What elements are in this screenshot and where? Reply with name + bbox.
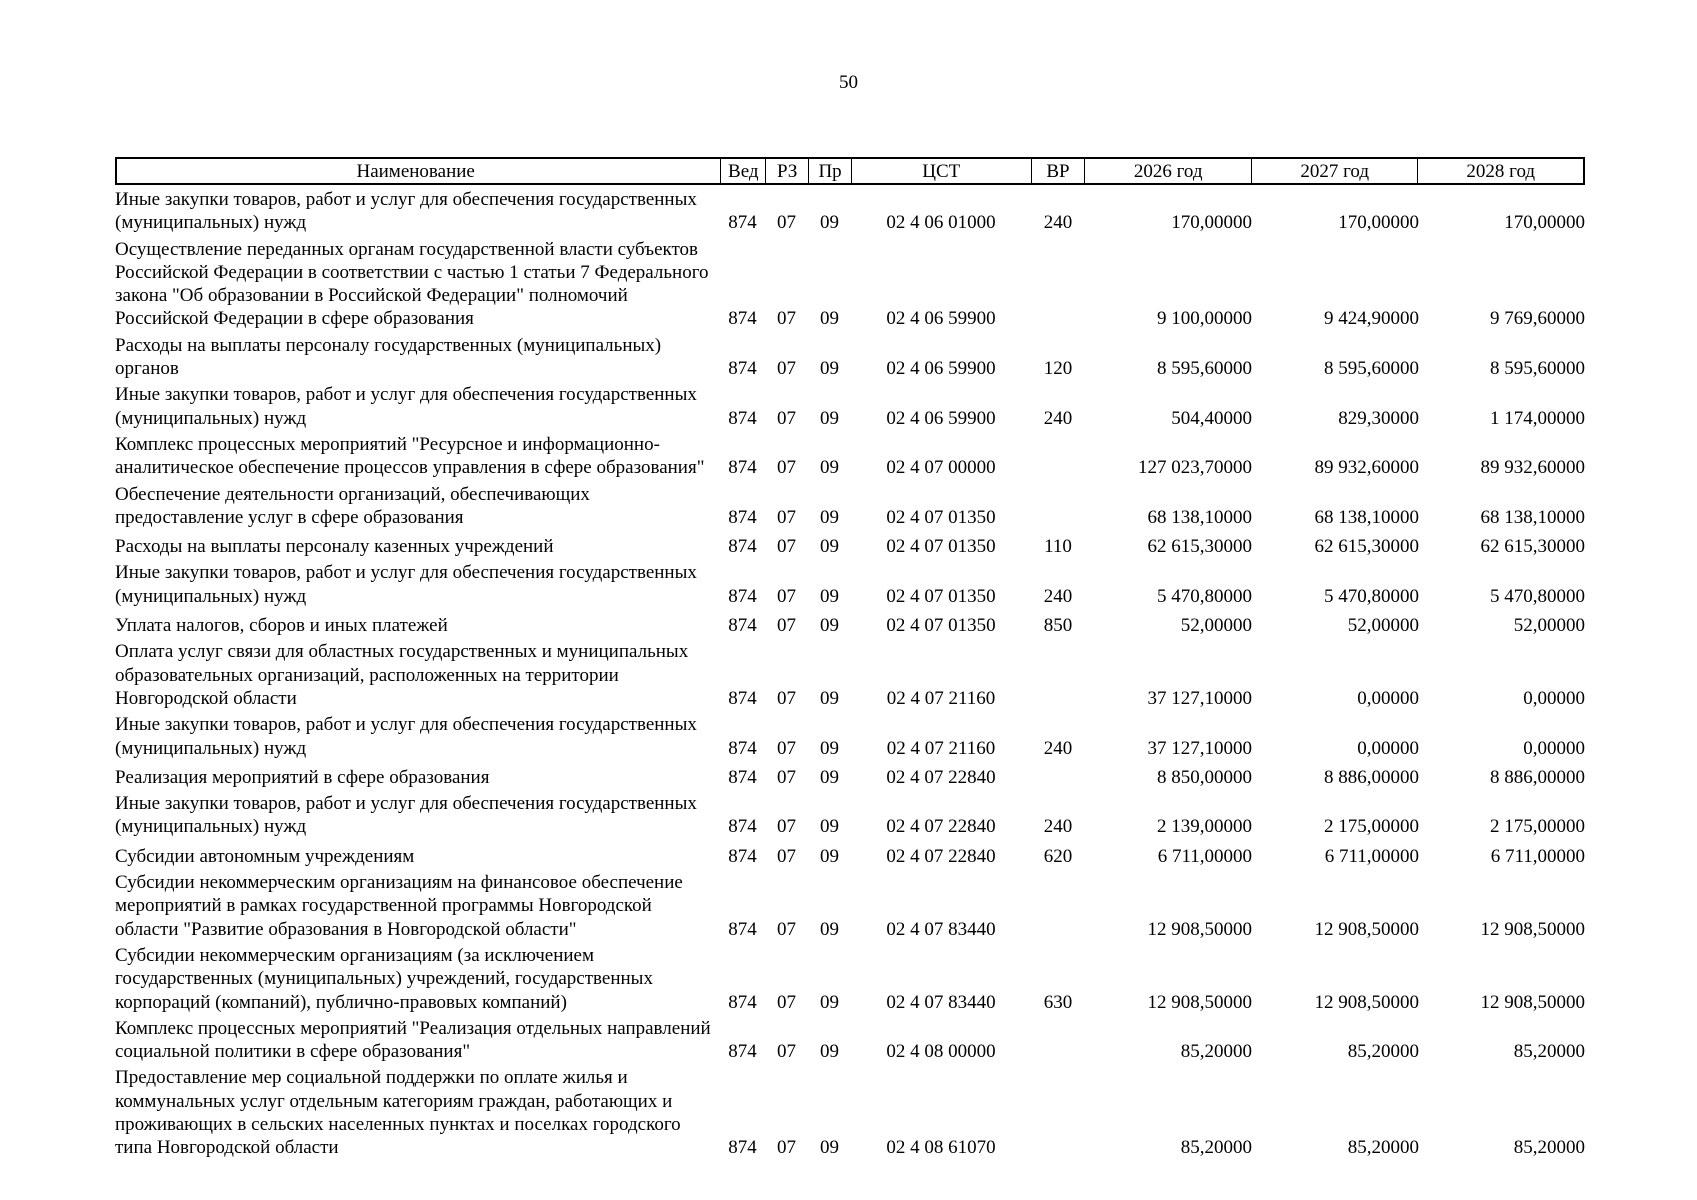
row-cst: 02 4 07 22840	[886, 766, 996, 788]
row-name: Предоставление мер социальной поддержки по оплате жилья и коммунальных услуг отдельным категориям граждан, работающих и проживающих в сельских населенных пунктах и поселках городского типа Новгородской области	[115, 1067, 681, 1159]
row-2026: 6 711,00000	[1157, 845, 1252, 867]
row-ved: 874	[728, 308, 757, 330]
row-2026: 127 023,70000	[1138, 457, 1252, 479]
row-rz: 07	[777, 918, 796, 940]
row-name: Реализация мероприятий в сфере образования	[115, 766, 490, 788]
row-ved: 874	[728, 407, 757, 429]
table-row	[115, 792, 1585, 839]
table-row	[115, 766, 1585, 789]
row-2026: 85,20000	[1180, 1137, 1252, 1159]
row-2028: 62 615,30000	[1480, 536, 1585, 558]
row-2028: 85,20000	[1513, 1137, 1585, 1159]
row-2028: 9 769,60000	[1490, 308, 1585, 330]
row-ved: 874	[728, 816, 757, 838]
row-cst: 02 4 07 83440	[886, 991, 996, 1013]
row-2028: 170,00000	[1504, 212, 1585, 234]
row-2028: 85,20000	[1513, 1041, 1585, 1063]
row-ved: 874	[728, 1041, 757, 1063]
row-cst: 02 4 07 83440	[886, 918, 996, 940]
row-name: Иные закупки товаров, работ и услуг для обеспечения государственных (муниципальных) нужд	[115, 714, 697, 759]
table-row	[115, 238, 1585, 331]
row-rz: 07	[777, 1041, 796, 1063]
row-cst: 02 4 07 21160	[886, 687, 996, 709]
row-2027: 0,00000	[1357, 737, 1419, 759]
row-cst: 02 4 07 21160	[886, 737, 996, 759]
row-name: Иные закупки товаров, работ и услуг для обеспечения государственных (муниципальных) нужд	[115, 793, 697, 838]
row-pr: 09	[820, 737, 839, 759]
table-row	[115, 561, 1585, 608]
page-number: 50	[839, 72, 858, 93]
row-vr: 240	[1043, 407, 1073, 429]
table-row	[115, 640, 1585, 710]
header-vr: ВР	[1031, 159, 1085, 183]
row-ved: 874	[728, 212, 757, 234]
row-pr: 09	[820, 585, 839, 607]
row-2027: 62 615,30000	[1314, 536, 1419, 558]
row-2026: 5 470,80000	[1157, 585, 1252, 607]
row-2026: 9 100,00000	[1157, 308, 1252, 330]
row-rz: 07	[777, 457, 796, 479]
row-2027: 85,20000	[1347, 1041, 1419, 1063]
header-name: Наименование	[356, 161, 475, 182]
row-pr: 09	[820, 687, 839, 709]
row-2028: 2 175,00000	[1490, 816, 1585, 838]
row-2026: 8 595,60000	[1157, 358, 1252, 380]
row-2027: 12 908,50000	[1314, 918, 1419, 940]
row-2026: 85,20000	[1180, 1041, 1252, 1063]
row-cst: 02 4 07 01350	[886, 615, 996, 637]
row-ved: 874	[728, 991, 757, 1013]
row-2028: 52,00000	[1513, 615, 1585, 637]
row-pr: 09	[820, 358, 839, 380]
row-pr: 09	[820, 816, 839, 838]
table-row	[115, 944, 1585, 1014]
row-vr: 630	[1043, 991, 1073, 1013]
row-pr: 09	[820, 407, 839, 429]
row-2027: 85,20000	[1347, 1137, 1419, 1159]
row-2027: 8 595,60000	[1324, 358, 1419, 380]
row-rz: 07	[777, 1137, 796, 1159]
row-2027: 12 908,50000	[1314, 991, 1419, 1013]
row-vr: 620	[1043, 845, 1073, 867]
row-name: Оплата услуг связи для областных государственных и муниципальных образовательных организаций, расположенных на территории Новгородской области	[115, 641, 689, 709]
row-name: Иные закупки товаров, работ и услуг для обеспечения государственных (муниципальных) нужд	[115, 384, 697, 429]
row-2028: 6 711,00000	[1490, 845, 1585, 867]
row-rz: 07	[777, 506, 796, 528]
row-2027: 5 470,80000	[1324, 585, 1419, 607]
row-ved: 874	[728, 615, 757, 637]
row-cst: 02 4 06 59900	[886, 358, 996, 380]
row-name: Расходы на выплаты персоналу государственных (муниципальных) органов	[115, 334, 662, 380]
row-cst: 02 4 07 01350	[886, 585, 996, 607]
row-2027: 829,30000	[1338, 407, 1419, 429]
row-ved: 874	[728, 766, 757, 788]
row-ved: 874	[728, 845, 757, 867]
row-2028: 0,00000	[1523, 687, 1585, 709]
row-rz: 07	[777, 687, 796, 709]
row-2026: 2 139,00000	[1157, 816, 1252, 838]
row-rz: 07	[777, 585, 796, 607]
row-2027: 170,00000	[1338, 212, 1419, 234]
row-rz: 07	[777, 407, 796, 429]
row-2028: 8 595,60000	[1490, 358, 1585, 380]
table-row	[115, 483, 1585, 530]
row-rz: 07	[777, 845, 796, 867]
row-2026: 8 850,00000	[1157, 766, 1252, 788]
header-ved: Вед	[720, 159, 765, 183]
row-vr: 120	[1043, 358, 1073, 380]
row-cst: 02 4 07 00000	[886, 457, 996, 479]
table-row	[115, 871, 1585, 941]
row-rz: 07	[777, 536, 796, 558]
row-2026: 37 127,10000	[1147, 737, 1252, 759]
row-2027: 68 138,10000	[1314, 506, 1419, 528]
row-pr: 09	[820, 212, 839, 234]
row-name: Осуществление переданных органам государственной власти субъектов Российской Федерации в соответствии с частью 1 статьи 7 Федерального закона "Об образовании в Российской Федерации" полномочий Российской Федерации в сфере образования	[115, 238, 709, 330]
table-row	[115, 433, 1585, 480]
row-2026: 170,00000	[1171, 212, 1252, 234]
row-2027: 0,00000	[1357, 687, 1419, 709]
row-ved: 874	[728, 358, 757, 380]
row-cst: 02 4 07 22840	[886, 845, 996, 867]
row-2027: 52,00000	[1347, 615, 1419, 637]
row-2027: 2 175,00000	[1324, 816, 1419, 838]
row-2026: 37 127,10000	[1147, 687, 1252, 709]
row-2028: 12 908,50000	[1480, 918, 1585, 940]
row-pr: 09	[820, 1041, 839, 1063]
row-pr: 09	[820, 457, 839, 479]
header-2026: 2026 год	[1084, 159, 1251, 183]
row-rz: 07	[777, 308, 796, 330]
row-ved: 874	[728, 536, 757, 558]
row-cst: 02 4 06 01000	[886, 212, 996, 234]
table-row	[115, 845, 1585, 868]
row-pr: 09	[820, 845, 839, 867]
row-pr: 09	[820, 766, 839, 788]
table-row	[115, 614, 1585, 637]
row-ved: 874	[728, 737, 757, 759]
table-body	[115, 188, 1585, 1160]
row-2027: 89 932,60000	[1314, 457, 1419, 479]
header-rz: РЗ	[765, 159, 808, 183]
row-2028: 1 174,00000	[1490, 407, 1585, 429]
table-row	[115, 188, 1585, 235]
row-2027: 6 711,00000	[1324, 845, 1419, 867]
row-pr: 09	[820, 536, 839, 558]
row-2028: 0,00000	[1523, 737, 1585, 759]
header-2028: 2028 год	[1417, 159, 1583, 183]
row-pr: 09	[820, 991, 839, 1013]
row-rz: 07	[777, 991, 796, 1013]
row-name: Субсидии автономным учреждениям	[115, 845, 415, 867]
row-vr: 110	[1044, 536, 1072, 558]
row-name: Иные закупки товаров, работ и услуг для обеспечения государственных (муниципальных) нужд	[115, 189, 697, 234]
row-rz: 07	[777, 615, 796, 637]
header-cst: ЦСТ	[851, 159, 1031, 183]
row-name: Комплекс процессных мероприятий "Реализация отдельных направлений социальной политики в сфере образования"	[115, 1017, 711, 1063]
row-cst: 02 4 08 61070	[886, 1137, 996, 1159]
row-cst: 02 4 07 01350	[886, 506, 996, 528]
row-vr: 240	[1043, 816, 1073, 838]
row-rz: 07	[777, 212, 796, 234]
row-2028: 89 932,60000	[1480, 457, 1585, 479]
row-pr: 09	[820, 1137, 839, 1159]
header-pr: Пр	[808, 159, 851, 183]
row-cst: 02 4 06 59900	[886, 308, 996, 330]
row-2026: 12 908,50000	[1147, 991, 1252, 1013]
row-2026: 12 908,50000	[1147, 918, 1252, 940]
row-pr: 09	[820, 308, 839, 330]
row-rz: 07	[777, 766, 796, 788]
row-cst: 02 4 08 00000	[886, 1041, 996, 1063]
row-pr: 09	[820, 918, 839, 940]
table-row	[115, 535, 1585, 558]
header-2027: 2027 год	[1251, 159, 1418, 183]
row-cst: 02 4 07 22840	[886, 816, 996, 838]
row-2028: 12 908,50000	[1480, 991, 1585, 1013]
row-2028: 8 886,00000	[1490, 766, 1585, 788]
row-vr: 850	[1043, 615, 1073, 637]
row-name: Уплата налогов, сборов и иных платежей	[115, 615, 448, 637]
row-rz: 07	[777, 737, 796, 759]
row-2027: 8 886,00000	[1324, 766, 1419, 788]
row-ved: 874	[728, 918, 757, 940]
row-2027: 9 424,90000	[1324, 308, 1419, 330]
row-2026: 504,40000	[1171, 407, 1252, 429]
row-name: Обеспечение деятельности организаций, обеспечивающих предоставление услуг в сфере образования	[115, 483, 590, 528]
row-rz: 07	[777, 816, 796, 838]
row-name: Комплекс процессных мероприятий "Ресурсное и информационно-аналитическое обеспечение процессов управления в сфере образования"	[115, 433, 705, 479]
row-vr: 240	[1043, 585, 1073, 607]
table-row	[115, 1017, 1585, 1064]
row-ved: 874	[728, 687, 757, 709]
row-vr: 240	[1043, 212, 1073, 234]
row-ved: 874	[728, 585, 757, 607]
row-2028: 5 470,80000	[1490, 585, 1585, 607]
row-ved: 874	[728, 1137, 757, 1159]
row-name: Иные закупки товаров, работ и услуг для обеспечения государственных (муниципальных) нужд	[115, 562, 697, 607]
row-2026: 62 615,30000	[1147, 536, 1252, 558]
row-pr: 09	[820, 506, 839, 528]
row-name: Субсидии некоммерческим организациям на финансовое обеспечение мероприятий в рамках государственной программы Новгородской области "Развитие образования в Новгородской области"	[115, 872, 683, 940]
table-row	[115, 383, 1585, 430]
row-cst: 02 4 06 59900	[886, 407, 996, 429]
row-2026: 52,00000	[1180, 615, 1252, 637]
row-2026: 68 138,10000	[1147, 506, 1252, 528]
table-row	[115, 334, 1585, 381]
row-name: Субсидии некоммерческим организациям (за исключением государственных (муниципальных) учреждений, государственных корпораций (компаний), публично-правовых компаний)	[115, 944, 653, 1013]
row-name: Расходы на выплаты персоналу казенных учреждений	[115, 536, 554, 558]
table-header	[115, 157, 1585, 185]
row-ved: 874	[728, 506, 757, 528]
row-ved: 874	[728, 457, 757, 479]
row-vr: 240	[1043, 737, 1073, 759]
table-row	[115, 1066, 1585, 1159]
row-cst: 02 4 07 01350	[886, 536, 996, 558]
row-2028: 68 138,10000	[1480, 506, 1585, 528]
row-rz: 07	[777, 358, 796, 380]
row-pr: 09	[820, 615, 839, 637]
table-row	[115, 713, 1585, 760]
